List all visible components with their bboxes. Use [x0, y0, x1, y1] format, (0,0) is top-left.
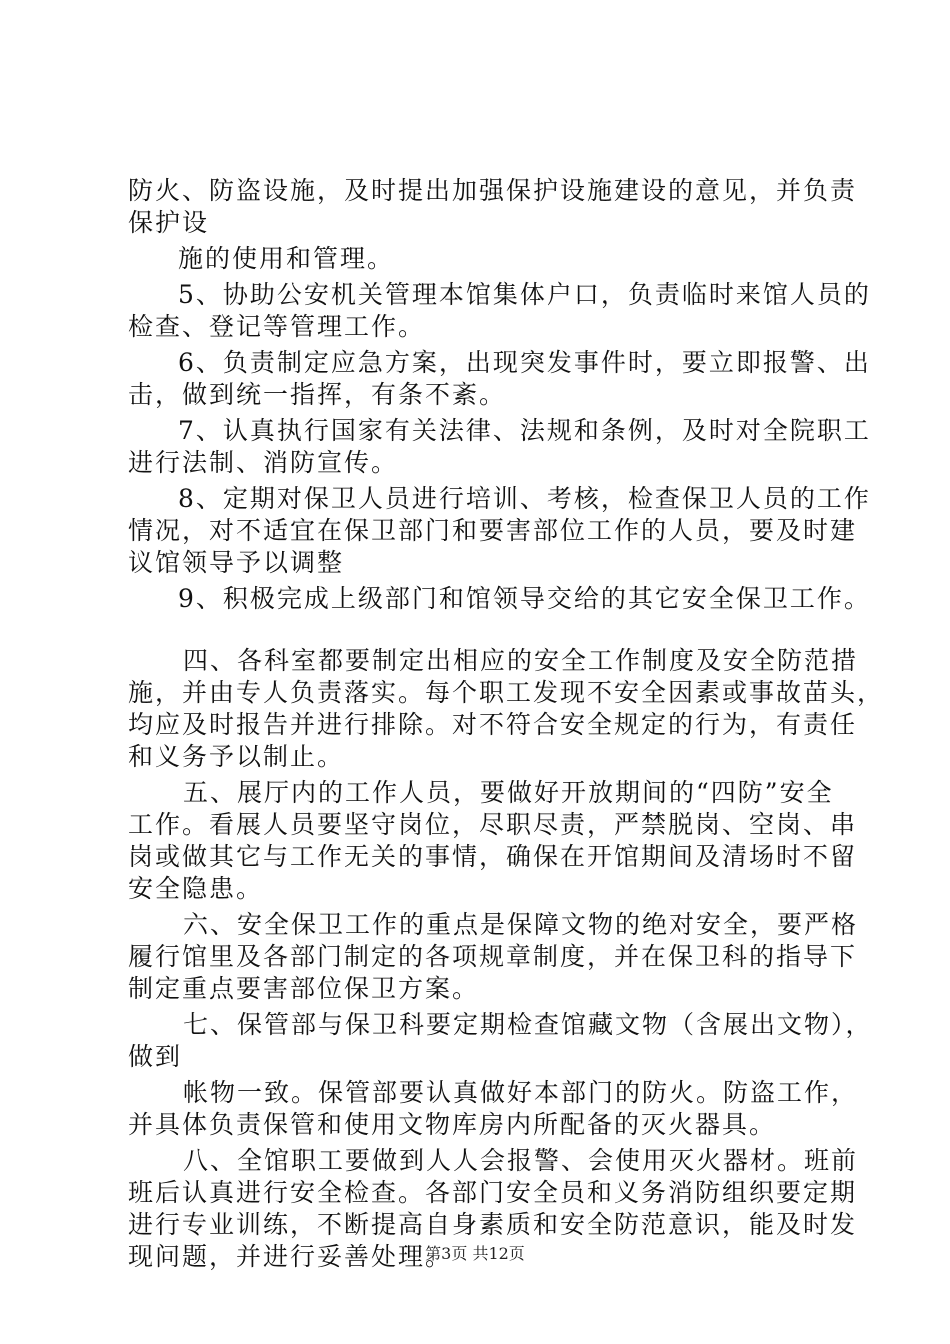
text-line: 六、安全保卫工作的重点是保障文物的绝对安全，要严格 — [183, 910, 859, 939]
text-line: 情况，对不适宜在保卫部门和要害部位工作的人员，要及时建 — [128, 516, 858, 545]
text-line: 6、负责制定应急方案，出现突发事件时，要立即报警、出 — [178, 348, 871, 377]
text-line: 施的使用和管理。 — [178, 244, 395, 273]
text-line: 击，做到统一指挥，有条不紊。 — [128, 380, 507, 409]
text-line: 班后认真进行安全检查。各部门安全员和义务消防组织要定期 — [128, 1178, 858, 1207]
text-line: 防火、防盗设施，及时提出加强保护设施建设的意见，并负责 — [128, 176, 858, 205]
text-line: 四、各科室都要制定出相应的安全工作制度及安全防范措 — [183, 646, 859, 675]
text-line: 安全隐患。 — [128, 874, 264, 903]
document-body — [128, 175, 885, 1273]
text-line: 和义务予以制止。 — [128, 742, 345, 771]
text-line: 施，并由专人负责落实。每个职工发现不安全因素或事故苗头， — [128, 678, 885, 707]
text-line: 8、定期对保卫人员进行培训、考核，检查保卫人员的工作 — [178, 484, 871, 513]
text-line: 保护设 — [128, 208, 210, 237]
text-line: 帐物一致。保管部要认真做好本部门的防火。防盗工作， — [183, 1078, 859, 1107]
text-line: 制定重点要害部位保卫方案。 — [128, 974, 480, 1003]
text-line: 5、协助公安机关管理本馆集体户口，负责临时来馆人员的 — [178, 280, 871, 309]
text-line: 做到 — [128, 1042, 183, 1071]
text-line: 工作。看展人员要坚守岗位，尽职尽责，严禁脱岗、空岗、串 — [128, 810, 858, 839]
text-line: 进行法制、消防宣传。 — [128, 448, 399, 477]
text-line: 进行专业训练，不断提高自身素质和安全防范意识，能及时发 — [128, 1210, 858, 1239]
text-line: 五、展厅内的工作人员，要做好开放期间的“四防”安全 — [183, 778, 834, 807]
page-number: 第3页 共12页 — [425, 1244, 525, 1263]
text-line: 并具体负责保管和使用文物库房内所配备的灭火器具。 — [128, 1110, 777, 1139]
text-line: 八、全馆职工要做到人人会报警、会使用灭火器材。班前 — [183, 1146, 859, 1175]
text-line: 履行馆里及各部门制定的各项规章制度，并在保卫科的指导下 — [128, 942, 858, 971]
text-line: 检查、登记等管理工作。 — [128, 312, 426, 341]
text-line: 现问题，并进行妥善处理。 — [128, 1242, 453, 1271]
text-line: 9、积极完成上级部门和馆领导交给的其它安全保卫工作。 — [178, 584, 871, 613]
text-line: 岗或做其它与工作无关的事情，确保在开馆期间及清场时不留 — [128, 842, 858, 871]
text-line: 议馆领导予以调整 — [128, 548, 345, 577]
text-line: 七、保管部与保卫科要定期检查馆藏文物（含展出文物）， — [183, 1010, 873, 1039]
text-line: 均应及时报告并进行排除。对不符合安全规定的行为，有责任 — [128, 710, 858, 739]
text-line: 7、认真执行国家有关法律、法规和条例，及时对全院职工 — [178, 416, 871, 445]
